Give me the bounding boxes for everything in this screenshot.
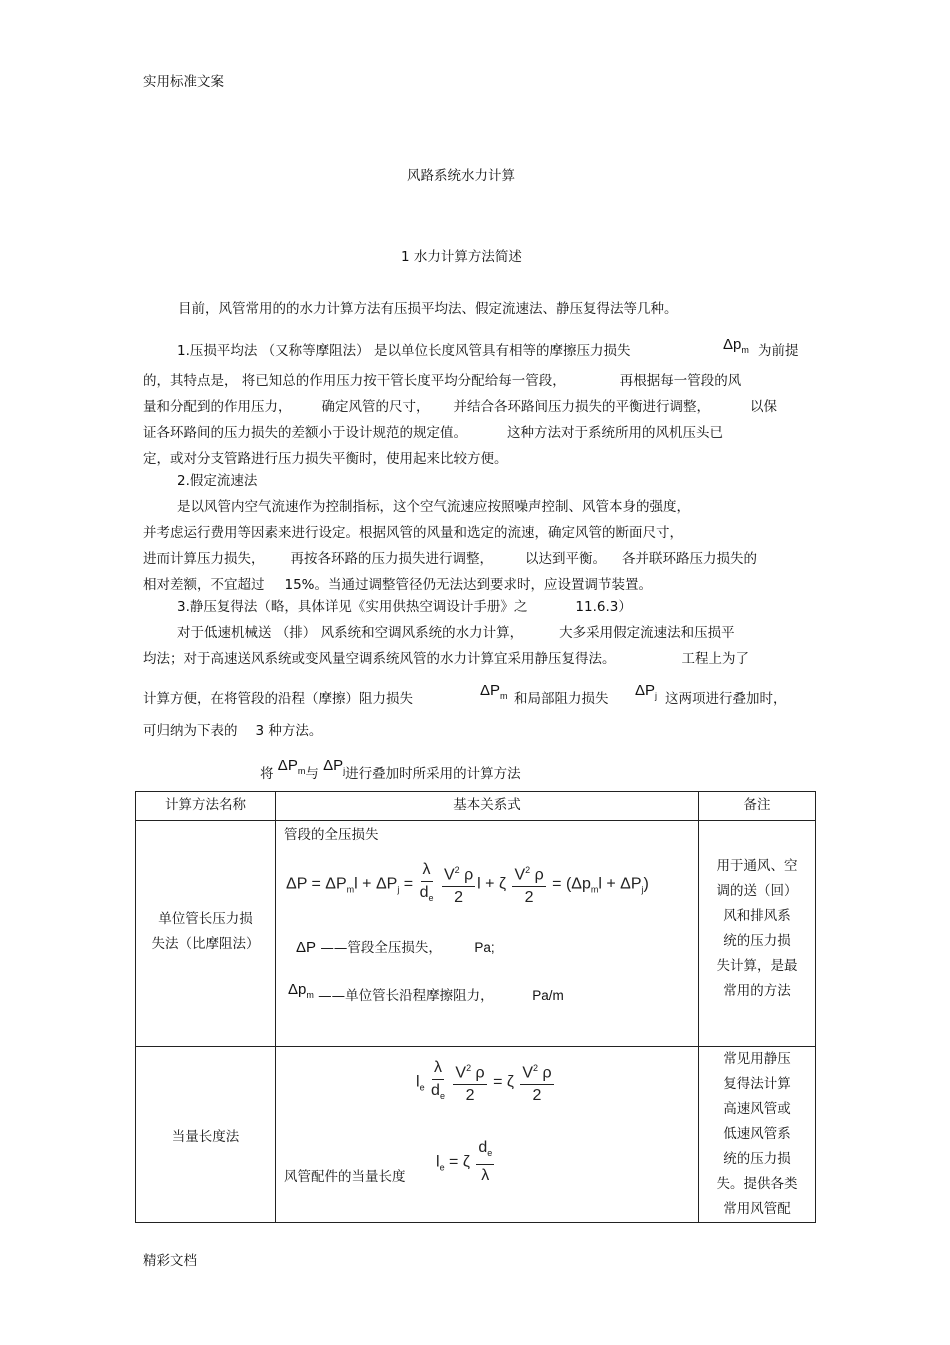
method3-line2-a: 均法；对于高速送风系统或变风量空调系统风管的水力计算宜采用静压复得法。: [143, 651, 616, 667]
row2-note-line: 常用风管配: [723, 1201, 791, 1217]
page-footer: 精彩文档: [143, 1253, 197, 1269]
method1-line2: 的，其特点是， 将已知总的作用压力按干管长度平均分配给每一管段，: [143, 373, 566, 389]
method3-line3-c: 这两项进行叠加时，: [665, 691, 787, 707]
method3-line1-b: 大多采用假定流速法和压损平: [559, 625, 735, 641]
total-pressure-loss-formula: $\Delta P = \Delta P_ml + \Delta P_j$ = $\frac{\lambda}{d_e}$ $\frac{V^2 \rho}{2}$ l + ζ $\frac{V^2 \rho}{2}$ = $(\Delta p_ml + \Delta P_j)$: [286, 859, 649, 909]
row1-var1: ΔP ——管段全压损失， Pa;: [296, 939, 495, 956]
method2-line3-d: 各并联环路压力损失的: [622, 551, 757, 567]
method2-line3-b: 再按各环路的压力损失进行调整，: [290, 551, 493, 567]
methods-table: [135, 791, 816, 1223]
row2-formula-label: 风管配件的当量长度: [284, 1169, 406, 1185]
row1-note-line: 常用的方法: [723, 982, 791, 999]
row1-note-line: 统的压力损: [723, 932, 791, 949]
method1-line1: 1.压损平均法 （又称等摩阻法） 是以单位长度风管具有相等的摩擦压力损失: [177, 343, 631, 359]
delta-pj-symbol: $\Delta P_j$: [635, 682, 658, 701]
method3-title-ref: 11.6.3）: [575, 599, 632, 615]
method3-line3-b: 和局部阻力损失: [514, 691, 609, 707]
row1-note-line: 调的送（回）: [716, 882, 798, 899]
method2-paragraph: [143, 468, 808, 598]
col-header-note: 备注: [699, 792, 816, 821]
row1-name-line2: 失法（比摩阻法）: [151, 935, 260, 952]
page-header: 实用标准文案: [143, 74, 224, 90]
row1-formula-label: 管段的全压损失: [284, 827, 379, 843]
method1-line3-d: 以保: [750, 399, 777, 415]
delta-pm-symbol: $\Delta P_m$: [277, 757, 306, 776]
row2-note-line: 高速风管或: [723, 1101, 791, 1117]
method1-line5: 定，或对分支管路进行压力损失平衡时，使用起来比较方便。: [143, 451, 508, 467]
row2-note-line: 低速风管系: [723, 1126, 791, 1142]
method3-line4-a: 可归纳为下表的: [143, 723, 238, 739]
row1-name-line1: 单位管长压力损: [158, 910, 253, 927]
method3-line1-a: 对于低速机械送 （排） 风系统和空调风系统的水力计算，: [177, 625, 524, 641]
row1-note-line: 风和排风系: [723, 907, 791, 924]
row1-note-line: 用于通风、空: [716, 857, 798, 874]
method1-line2-b: 再根据每一管段的风: [619, 373, 742, 389]
table-row: [136, 1047, 816, 1223]
method1-line3: 量和分配到的作用压力，: [143, 399, 292, 415]
method3-line4-b: 3 种方法。: [255, 723, 323, 739]
intro-paragraph: 目前，风管常用的的水力计算方法有压损平均法、假定流速法、静压复得法等几种。: [178, 301, 678, 317]
method3-title: 3.静压复得法（略，具体详见《实用供热空调设计手册》之: [177, 599, 528, 615]
table-header-row: [136, 792, 816, 821]
row2-note-line: 常见用静压: [723, 1051, 791, 1067]
method2-line4-b: 15%。当通过调整管径仍无法达到要求时，应设置调节装置。: [284, 577, 653, 593]
method1-line1-end: 为前提: [758, 343, 799, 359]
method2-line2: 并考虑运行费用等因素来进行设定。根据风管的风量和选定的流速，确定风管的断面尺寸，: [143, 525, 683, 541]
row2-note-line: 统的压力损: [723, 1151, 791, 1167]
row2-note-line: 复得法计算: [723, 1076, 791, 1092]
row1-method-name: [136, 821, 276, 1047]
row2-note-line: 失。提供各类: [716, 1176, 798, 1192]
method1-line4: 证各环路间的压力损失的差额小于设计规范的规定值。: [143, 425, 467, 441]
delta-pj-symbol: $\Delta P_j$: [323, 757, 346, 776]
equivalent-length-formula: $l_e$ $\frac{\lambda}{d_e}$ $\frac{V^2 \rho}{2}$ = ζ $\frac{V^2 \rho}{2}$: [416, 1057, 556, 1107]
method3-line3-a: 计算方便，在将管段的沿程（摩擦）阻力损失: [143, 691, 413, 707]
delta-pm-symbol: $\Delta P_m$: [480, 682, 508, 701]
row2-note-cell: [699, 1047, 816, 1223]
method2-line3-c: 以达到平衡。: [525, 551, 606, 567]
row1-var2: $\Delta p_m$ ——单位管长沿程摩擦阻力， Pa/m: [288, 981, 564, 1004]
row1-note-cell: [699, 821, 816, 1047]
table-row: [136, 821, 816, 1047]
method1-line3-b: 确定风管的尺寸，: [321, 399, 430, 415]
method1-line3-c: 并结合各环路间压力损失的平衡进行调整，: [453, 399, 710, 415]
method3-paragraph: [143, 594, 808, 744]
method2-line4-a: 相对差额，不宜超过: [143, 577, 265, 593]
col-header-formula: 基本关系式: [276, 792, 699, 821]
row2-formula-cell: [276, 1047, 699, 1223]
method1-line4-b: 这种方法对于系统所用的风机压头已: [507, 425, 723, 441]
method2-title: 2.假定流速法: [177, 473, 258, 489]
row2-method-name: 当量长度法: [136, 1047, 276, 1223]
row1-note-line: 失计算，是最: [716, 957, 798, 974]
row1-formula-cell: [276, 821, 699, 1047]
method3-line2-b: 工程上为了: [681, 651, 749, 667]
delta-pm-symbol: $\Delta p_m$: [723, 336, 749, 355]
equivalent-length-result: $l_e = \zeta$ $\frac{d_e}{\lambda}$: [436, 1139, 493, 1185]
table-caption: 将 $\Delta P_m$与 $\Delta P_j$进行叠加时所采用的计算方法: [260, 757, 521, 782]
method2-line1: 是以风管内空气流速作为控制指标，这个空气流速应按照噪声控制、风管本身的强度，: [177, 499, 690, 515]
method2-line3-a: 进而计算压力损失，: [143, 551, 265, 567]
section-heading: 1 水力计算方法简述: [401, 249, 522, 265]
col-header-method: 计算方法名称: [136, 792, 276, 821]
method1-paragraph: [143, 338, 808, 472]
doc-title: 风路系统水力计算: [407, 168, 515, 184]
